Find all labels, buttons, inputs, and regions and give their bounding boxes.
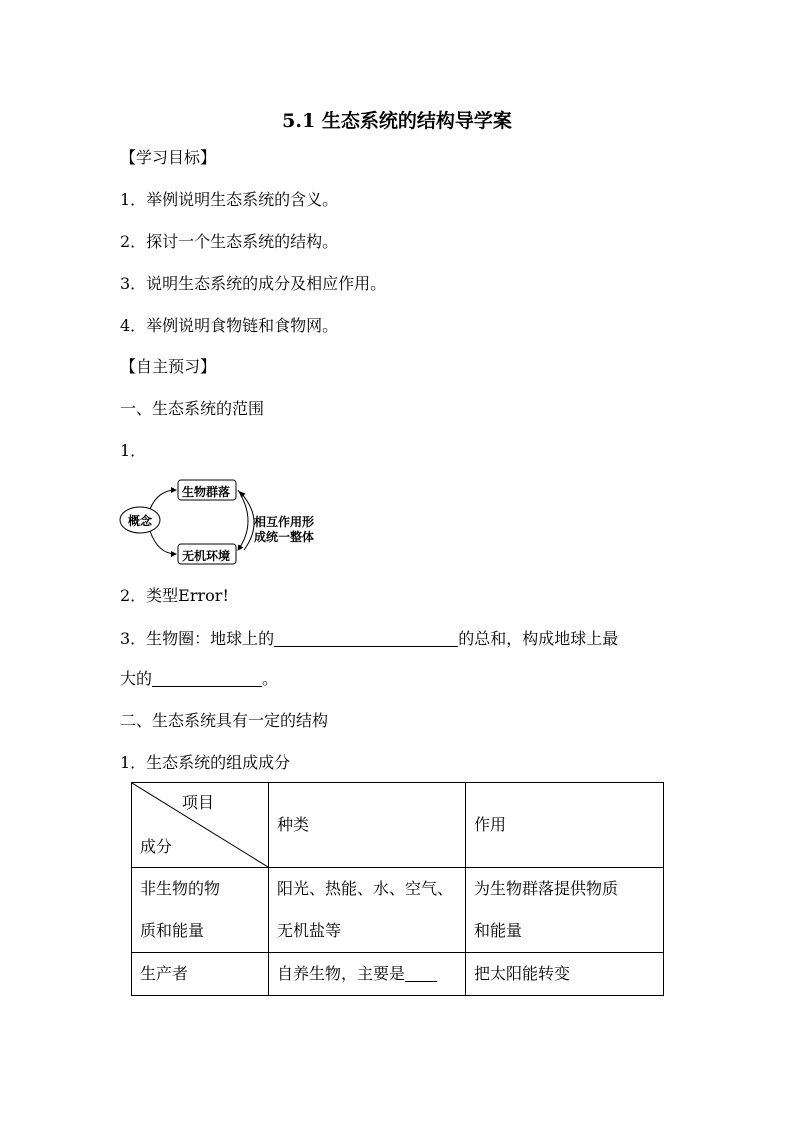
- item-3-line-2: [120, 668, 278, 689]
- goal-item-3: 3．说明生态系统的成分及相应作用。: [120, 274, 387, 293]
- arrow-to-environment: [150, 531, 176, 554]
- item-1-label: 1．: [120, 441, 147, 460]
- goal-item-1: 1．举例说明生态系统的含义。: [120, 190, 339, 209]
- preview-heading: 【自主预习】: [120, 357, 217, 376]
- arrow-to-community: [150, 490, 176, 509]
- community-label: 生物群落: [182, 485, 231, 499]
- row1-role: 为生物群落提供物质 和能量: [466, 868, 664, 953]
- table-row: [132, 868, 664, 953]
- section-structure-heading: 二、生态系统具有一定的结构: [120, 711, 329, 730]
- table-row: [132, 953, 664, 996]
- page-title: 5.1 生态系统的结构导学案: [282, 110, 512, 132]
- row1-kind: 阳光、热能、水、空气、 无机盐等: [269, 868, 466, 953]
- row2-name: 生产者: [132, 953, 269, 996]
- components-table: [131, 782, 664, 996]
- interaction-arrow-down: [238, 490, 248, 550]
- corner-header-cell: [132, 783, 269, 868]
- item-3-text-c: 大的: [120, 669, 153, 688]
- biosphere-blank-2[interactable]: [152, 668, 262, 687]
- components-heading: 1．生态系统的组成成分: [120, 753, 291, 772]
- item-3-line-1: [120, 628, 618, 649]
- item-3-text-d: 。: [262, 669, 279, 688]
- row2-kind: 自养生物，主要是: [269, 953, 466, 996]
- goal-item-4: 4．举例说明食物链和食物网。: [120, 316, 339, 335]
- interaction-label-1: 相互作用形: [254, 515, 315, 529]
- item-2-type: 2．类型Error!: [120, 586, 229, 605]
- header-role: 作用: [466, 783, 664, 868]
- item-3-text-a: 3．生物圈：地球上的: [120, 629, 275, 648]
- biosphere-blank-1[interactable]: [274, 628, 458, 647]
- table-header-row: [132, 783, 664, 868]
- section-scope-heading: 一、生态系统的范围: [120, 399, 265, 418]
- interaction-label-2: 成统一整体: [254, 530, 315, 544]
- corner-component-label: 成分: [140, 837, 173, 856]
- environment-label: 无机环境: [182, 549, 231, 563]
- header-kind: 种类: [269, 783, 466, 868]
- goal-item-2: 2．探讨一个生态系统的结构。: [120, 232, 339, 251]
- goals-heading: 【学习目标】: [120, 148, 217, 167]
- row1-name: 非生物的物 质和能量: [132, 868, 269, 953]
- corner-item-label: 项目: [181, 793, 214, 812]
- producer-blank[interactable]: [405, 963, 437, 982]
- item-3-text-b: 的总和，构成地球上最: [458, 629, 619, 648]
- interaction-arrow-up: [240, 492, 254, 550]
- concept-diagram: [118, 476, 328, 572]
- concept-label: 概念: [128, 514, 153, 528]
- row2-role: 把太阳能转变: [466, 953, 664, 996]
